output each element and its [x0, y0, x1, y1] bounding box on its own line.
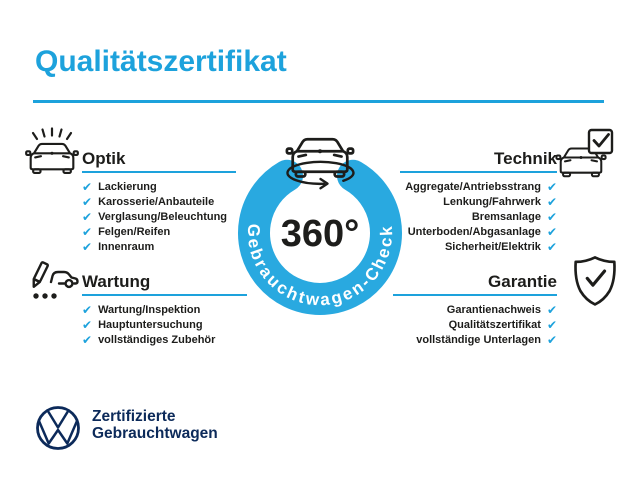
section-garantie: [393, 273, 557, 348]
check-icon: ✔: [82, 180, 93, 194]
vw-logo: [38, 408, 79, 449]
checklist-item: [400, 195, 557, 210]
checklist-item-label: Garantienachweis: [446, 304, 541, 316]
checklist-item: [400, 240, 557, 255]
checklist-item: [82, 240, 236, 255]
degree-label: 360°: [280, 213, 360, 255]
checklist-item-label: Lenkung/Fahrwerk: [443, 196, 541, 208]
check-icon: ✔: [546, 225, 557, 239]
checklist-item: [400, 210, 557, 225]
section-optik: [82, 150, 236, 255]
check-icon: ✔: [546, 240, 557, 254]
car-shine-icon: [26, 129, 78, 173]
check-icon: ✔: [82, 225, 93, 239]
check-icon: ✔: [546, 195, 557, 209]
checklist-item-label: Wartung/Inspektion: [98, 304, 201, 316]
page-title: Qualitätszertifikat: [35, 45, 287, 78]
checklist-item-label: Innenraum: [98, 241, 155, 253]
car-checkbox-icon: [556, 130, 612, 176]
checklist-item-label: Hauptuntersuchung: [98, 319, 203, 331]
section-title-wartung: Wartung: [82, 273, 247, 296]
shield-check-icon: [576, 257, 615, 304]
section-title-garantie: Garantie: [393, 273, 557, 296]
checklist-item-label: vollständiges Zubehör: [98, 334, 216, 346]
checklist-item: [82, 225, 236, 240]
checklist-item: [82, 333, 247, 348]
title-divider: [33, 100, 604, 103]
brand-claim: [92, 409, 218, 442]
checklist-item-label: Verglasung/Beleuchtung: [98, 211, 228, 223]
check-icon: ✔: [82, 318, 93, 332]
check-icon: ✔: [82, 195, 93, 209]
check-icon: ✔: [82, 303, 93, 317]
check-icon: ✔: [82, 333, 93, 347]
section-title-technik: Technik: [400, 150, 557, 173]
checklist-item-label: vollständige Unterlagen: [416, 334, 541, 346]
checklist-item: [82, 180, 236, 195]
check-icon: ✔: [546, 303, 557, 317]
checklist-item: [82, 195, 236, 210]
checklist-item: [393, 318, 557, 333]
checklist-item: [82, 318, 247, 333]
brand-claim-line2: Gebrauchtwagen: [92, 424, 218, 442]
checklist-item: [82, 210, 236, 225]
brand-claim-line1: Zertifizierte: [92, 408, 176, 425]
check-icon: ✔: [546, 333, 557, 347]
checklist-item: [400, 180, 557, 195]
checklist-item-label: Felgen/Reifen: [98, 226, 171, 238]
checklist-item-label: Unterboden/Abgasanlage: [407, 226, 541, 238]
check-icon: ✔: [82, 210, 93, 224]
check-icon: ✔: [546, 318, 557, 332]
service-checklist-icon: [31, 262, 78, 299]
check-icon: ✔: [546, 210, 557, 224]
checklist-item-label: Sicherheit/Elektrik: [444, 241, 541, 253]
section-title-optik: Optik: [82, 150, 236, 173]
checklist-item-label: Bremsanlage: [471, 211, 541, 223]
checklist-optik: [82, 180, 236, 255]
checklist-technik: [400, 180, 557, 255]
checklist-wartung: [82, 303, 247, 348]
checklist-item-label: Karosserie/Anbauteile: [98, 196, 215, 208]
checklist-item: [393, 333, 557, 348]
checklist-item-label: Lackierung: [98, 181, 157, 193]
checklist-item: [393, 303, 557, 318]
section-technik: [400, 150, 557, 255]
checklist-item-label: Aggregate/Antriebsstrang: [405, 181, 541, 193]
checklist-item-label: Qualitätszertifikat: [448, 319, 541, 331]
check-icon: ✔: [546, 180, 557, 194]
section-wartung: [82, 273, 247, 348]
check-icon: ✔: [82, 240, 93, 254]
checklist-garantie: [393, 303, 557, 348]
checklist-item: [400, 225, 557, 240]
checklist-item: [82, 303, 247, 318]
ring-label: Gebrauchtwagen-Check: [243, 223, 397, 310]
